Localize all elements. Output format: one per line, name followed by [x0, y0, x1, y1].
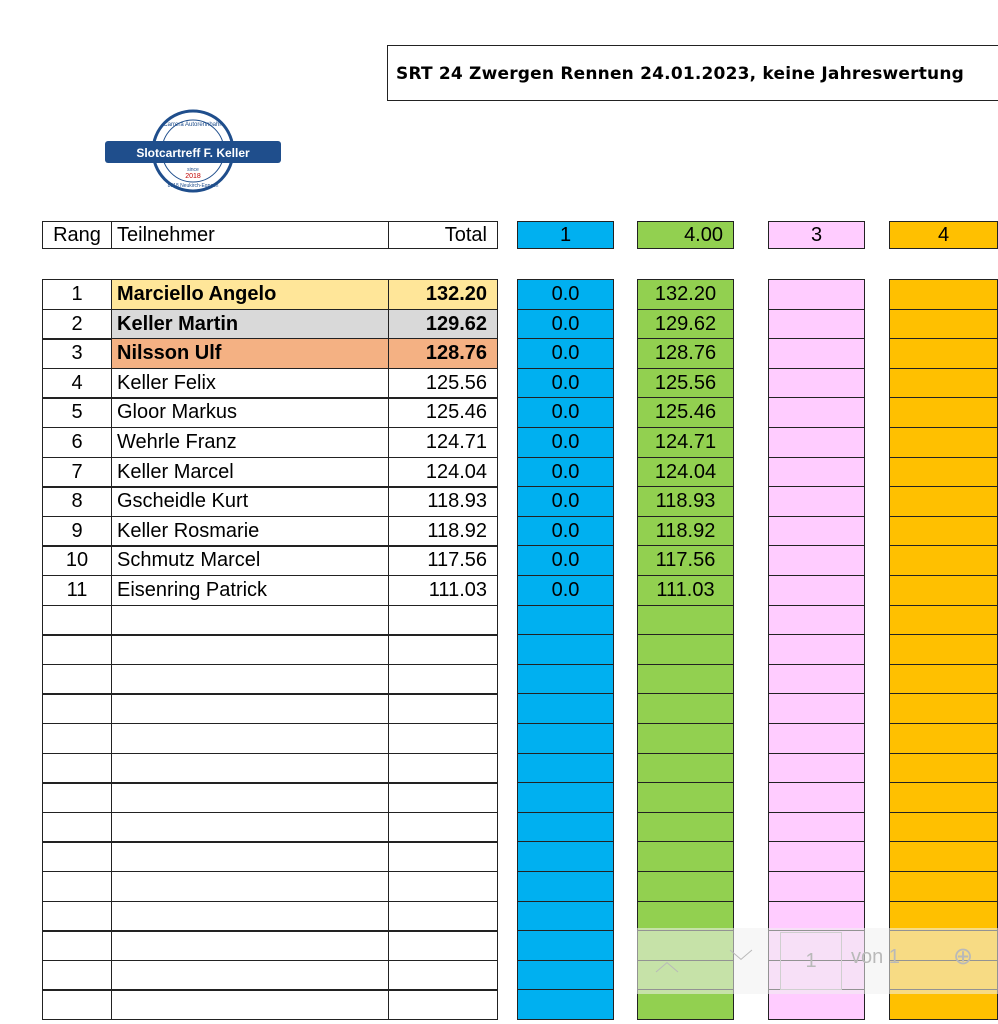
round-4-cell [889, 279, 998, 310]
round-1-cell [517, 753, 614, 784]
total-cell [388, 960, 498, 991]
round-2-cell: 125.46 [637, 397, 734, 428]
round-4-cell [889, 634, 998, 665]
round-4-cell [889, 486, 998, 517]
participant-name-cell [111, 634, 389, 665]
rank-cell: 3 [42, 338, 112, 369]
rank-cell: 8 [42, 486, 112, 517]
participant-name-cell: Gscheidle Kurt [111, 486, 389, 517]
rank-cell: 9 [42, 516, 112, 547]
rank-cell: 5 [42, 397, 112, 428]
round-2-cell: 117.56 [637, 545, 734, 576]
round-2-cell: 128.76 [637, 338, 734, 369]
round-2-cell [637, 723, 734, 754]
chevron-down-icon[interactable]: ﹀ [729, 949, 753, 976]
header-rang: Rang [42, 221, 112, 249]
total-cell: 128.76 [388, 338, 498, 369]
rank-cell: 2 [42, 309, 112, 340]
round-1-cell [517, 930, 614, 961]
rank-cell [42, 634, 112, 665]
logo-bottom-text: 8918 Neukirch-Egnach [167, 183, 219, 189]
round-1-cell [517, 634, 614, 665]
document-title-box [387, 45, 998, 101]
participant-name-cell: Keller Marcel [111, 457, 389, 488]
round-1-cell [517, 664, 614, 695]
round-3-cell [768, 486, 865, 517]
chevron-up-icon[interactable]: ︿ [655, 949, 679, 976]
rank-cell: 6 [42, 427, 112, 458]
rank-cell [42, 782, 112, 813]
round-1-cell: 0.0 [517, 279, 614, 310]
round-4-cell [889, 723, 998, 754]
header-column-2: 4.00 [637, 221, 734, 249]
participant-name-cell [111, 812, 389, 843]
total-cell [388, 871, 498, 902]
round-4-cell [889, 516, 998, 547]
slotcartreff-logo [103, 108, 283, 194]
round-3-cell [768, 782, 865, 813]
total-cell [388, 753, 498, 784]
round-1-cell [517, 901, 614, 932]
round-3-cell [768, 457, 865, 488]
round-3-cell [768, 664, 865, 695]
round-4-cell [889, 309, 998, 340]
round-3-cell [768, 516, 865, 547]
round-3-cell [768, 871, 865, 902]
round-3-cell [768, 753, 865, 784]
total-cell [388, 664, 498, 695]
total-cell: 124.04 [388, 457, 498, 488]
round-3-cell [768, 309, 865, 340]
rank-cell [42, 989, 112, 1020]
rank-cell: 1 [42, 279, 112, 310]
round-1-cell [517, 960, 614, 991]
round-1-cell: 0.0 [517, 545, 614, 576]
round-2-cell: 118.93 [637, 486, 734, 517]
participant-name-cell: Schmutz Marcel [111, 545, 389, 576]
rank-cell: 10 [42, 545, 112, 576]
participant-name-cell: Eisenring Patrick [111, 575, 389, 606]
round-1-cell [517, 693, 614, 724]
participant-name-cell: Keller Rosmarie [111, 516, 389, 547]
header-column-4: 4 [889, 221, 998, 249]
participant-name-cell [111, 960, 389, 991]
round-4-cell [889, 427, 998, 458]
logo-year: 2018 [185, 173, 201, 180]
round-1-cell: 0.0 [517, 427, 614, 458]
round-1-cell: 0.0 [517, 309, 614, 340]
round-2-cell: 118.92 [637, 516, 734, 547]
rank-cell [42, 753, 112, 784]
round-4-cell [889, 753, 998, 784]
rank-cell [42, 871, 112, 902]
round-3-cell [768, 634, 865, 665]
round-1-cell: 0.0 [517, 368, 614, 399]
round-4-cell [889, 782, 998, 813]
round-4-cell [889, 871, 998, 902]
page-count-label: von 1 [851, 946, 900, 968]
round-1-cell: 0.0 [517, 516, 614, 547]
round-1-cell [517, 871, 614, 902]
round-1-cell: 0.0 [517, 457, 614, 488]
rank-cell: 4 [42, 368, 112, 399]
participant-name-cell [111, 871, 389, 902]
round-4-cell [889, 693, 998, 724]
round-2-cell: 132.20 [637, 279, 734, 310]
participant-name-cell [111, 841, 389, 872]
rank-cell [42, 693, 112, 724]
participant-name-cell: Wehrle Franz [111, 427, 389, 458]
round-2-cell: 125.56 [637, 368, 734, 399]
round-4-cell [889, 812, 998, 843]
round-1-cell [517, 812, 614, 843]
participant-name-cell [111, 723, 389, 754]
round-1-cell [517, 605, 614, 636]
total-cell: 111.03 [388, 575, 498, 606]
total-cell [388, 723, 498, 754]
round-2-cell [637, 634, 734, 665]
round-1-cell: 0.0 [517, 397, 614, 428]
participant-name-cell [111, 782, 389, 813]
round-1-cell [517, 782, 614, 813]
total-cell: 132.20 [388, 279, 498, 310]
total-cell: 118.93 [388, 486, 498, 517]
round-1-cell: 0.0 [517, 338, 614, 369]
round-2-cell [637, 871, 734, 902]
rank-cell [42, 901, 112, 932]
round-4-cell [889, 841, 998, 872]
round-2-cell [637, 605, 734, 636]
zoom-in-icon[interactable]: ⊕ [953, 943, 974, 970]
round-4-cell [889, 457, 998, 488]
participant-name-cell [111, 605, 389, 636]
round-3-cell [768, 427, 865, 458]
logo-main-text: Slotcartreff F. Keller [136, 146, 250, 160]
document-title: SRT 24 Zwergen Rennen 24.01.2023, keine Jahreswertung [396, 64, 965, 84]
rank-cell [42, 812, 112, 843]
round-4-cell [889, 545, 998, 576]
round-3-cell [768, 397, 865, 428]
rank-cell [42, 841, 112, 872]
round-2-cell [637, 812, 734, 843]
round-2-cell [637, 753, 734, 784]
round-2-cell: 124.04 [637, 457, 734, 488]
participant-name-cell [111, 693, 389, 724]
round-2-cell [637, 664, 734, 695]
participant-name-cell: Marciello Angelo [111, 279, 389, 310]
rank-cell [42, 960, 112, 991]
round-3-cell [768, 841, 865, 872]
participant-name-cell: Keller Martin [111, 309, 389, 340]
participant-name-cell [111, 664, 389, 695]
round-2-cell [637, 693, 734, 724]
header-column-3: 3 [768, 221, 865, 249]
round-4-cell [889, 397, 998, 428]
round-3-cell [768, 605, 865, 636]
round-2-cell: 129.62 [637, 309, 734, 340]
round-1-cell: 0.0 [517, 486, 614, 517]
round-1-cell [517, 989, 614, 1020]
header-teilnehmer: Teilnehmer [111, 221, 389, 249]
participant-name-cell: Gloor Markus [111, 397, 389, 428]
round-4-cell [889, 605, 998, 636]
round-2-cell [637, 782, 734, 813]
total-cell [388, 634, 498, 665]
round-2-cell: 111.03 [637, 575, 734, 606]
total-cell [388, 812, 498, 843]
round-4-cell [889, 368, 998, 399]
round-4-cell [889, 575, 998, 606]
total-cell: 118.92 [388, 516, 498, 547]
participant-name-cell: Keller Felix [111, 368, 389, 399]
total-cell [388, 693, 498, 724]
round-2-cell [637, 841, 734, 872]
header-total: Total [388, 221, 498, 249]
page-number-input[interactable]: 1 [780, 932, 842, 990]
total-cell: 124.71 [388, 427, 498, 458]
header-column-1: 1 [517, 221, 614, 249]
participant-name-cell [111, 901, 389, 932]
round-3-cell [768, 338, 865, 369]
round-1-cell: 0.0 [517, 575, 614, 606]
logo-since: since [187, 167, 199, 173]
rank-cell [42, 723, 112, 754]
total-cell: 117.56 [388, 545, 498, 576]
round-3-cell [768, 693, 865, 724]
total-cell [388, 782, 498, 813]
total-cell: 125.46 [388, 397, 498, 428]
round-4-cell [889, 338, 998, 369]
rank-cell: 7 [42, 457, 112, 488]
total-cell: 125.56 [388, 368, 498, 399]
total-cell [388, 901, 498, 932]
round-3-cell [768, 575, 865, 606]
round-1-cell [517, 841, 614, 872]
total-cell: 129.62 [388, 309, 498, 340]
total-cell [388, 989, 498, 1020]
rank-cell: 11 [42, 575, 112, 606]
round-4-cell [889, 664, 998, 695]
logo-top-text: Carrera Autorennbahn [163, 122, 223, 128]
rank-cell [42, 664, 112, 695]
participant-name-cell [111, 753, 389, 784]
participant-name-cell: Nilsson Ulf [111, 338, 389, 369]
round-3-cell [768, 545, 865, 576]
rank-cell [42, 605, 112, 636]
total-cell [388, 605, 498, 636]
round-3-cell [768, 279, 865, 310]
rank-cell [42, 930, 112, 961]
round-3-cell [768, 812, 865, 843]
pdf-page-navigator [637, 928, 998, 994]
round-2-cell: 124.71 [637, 427, 734, 458]
round-1-cell [517, 723, 614, 754]
round-3-cell [768, 723, 865, 754]
round-3-cell [768, 368, 865, 399]
participant-name-cell [111, 930, 389, 961]
participant-name-cell [111, 989, 389, 1020]
total-cell [388, 930, 498, 961]
total-cell [388, 841, 498, 872]
